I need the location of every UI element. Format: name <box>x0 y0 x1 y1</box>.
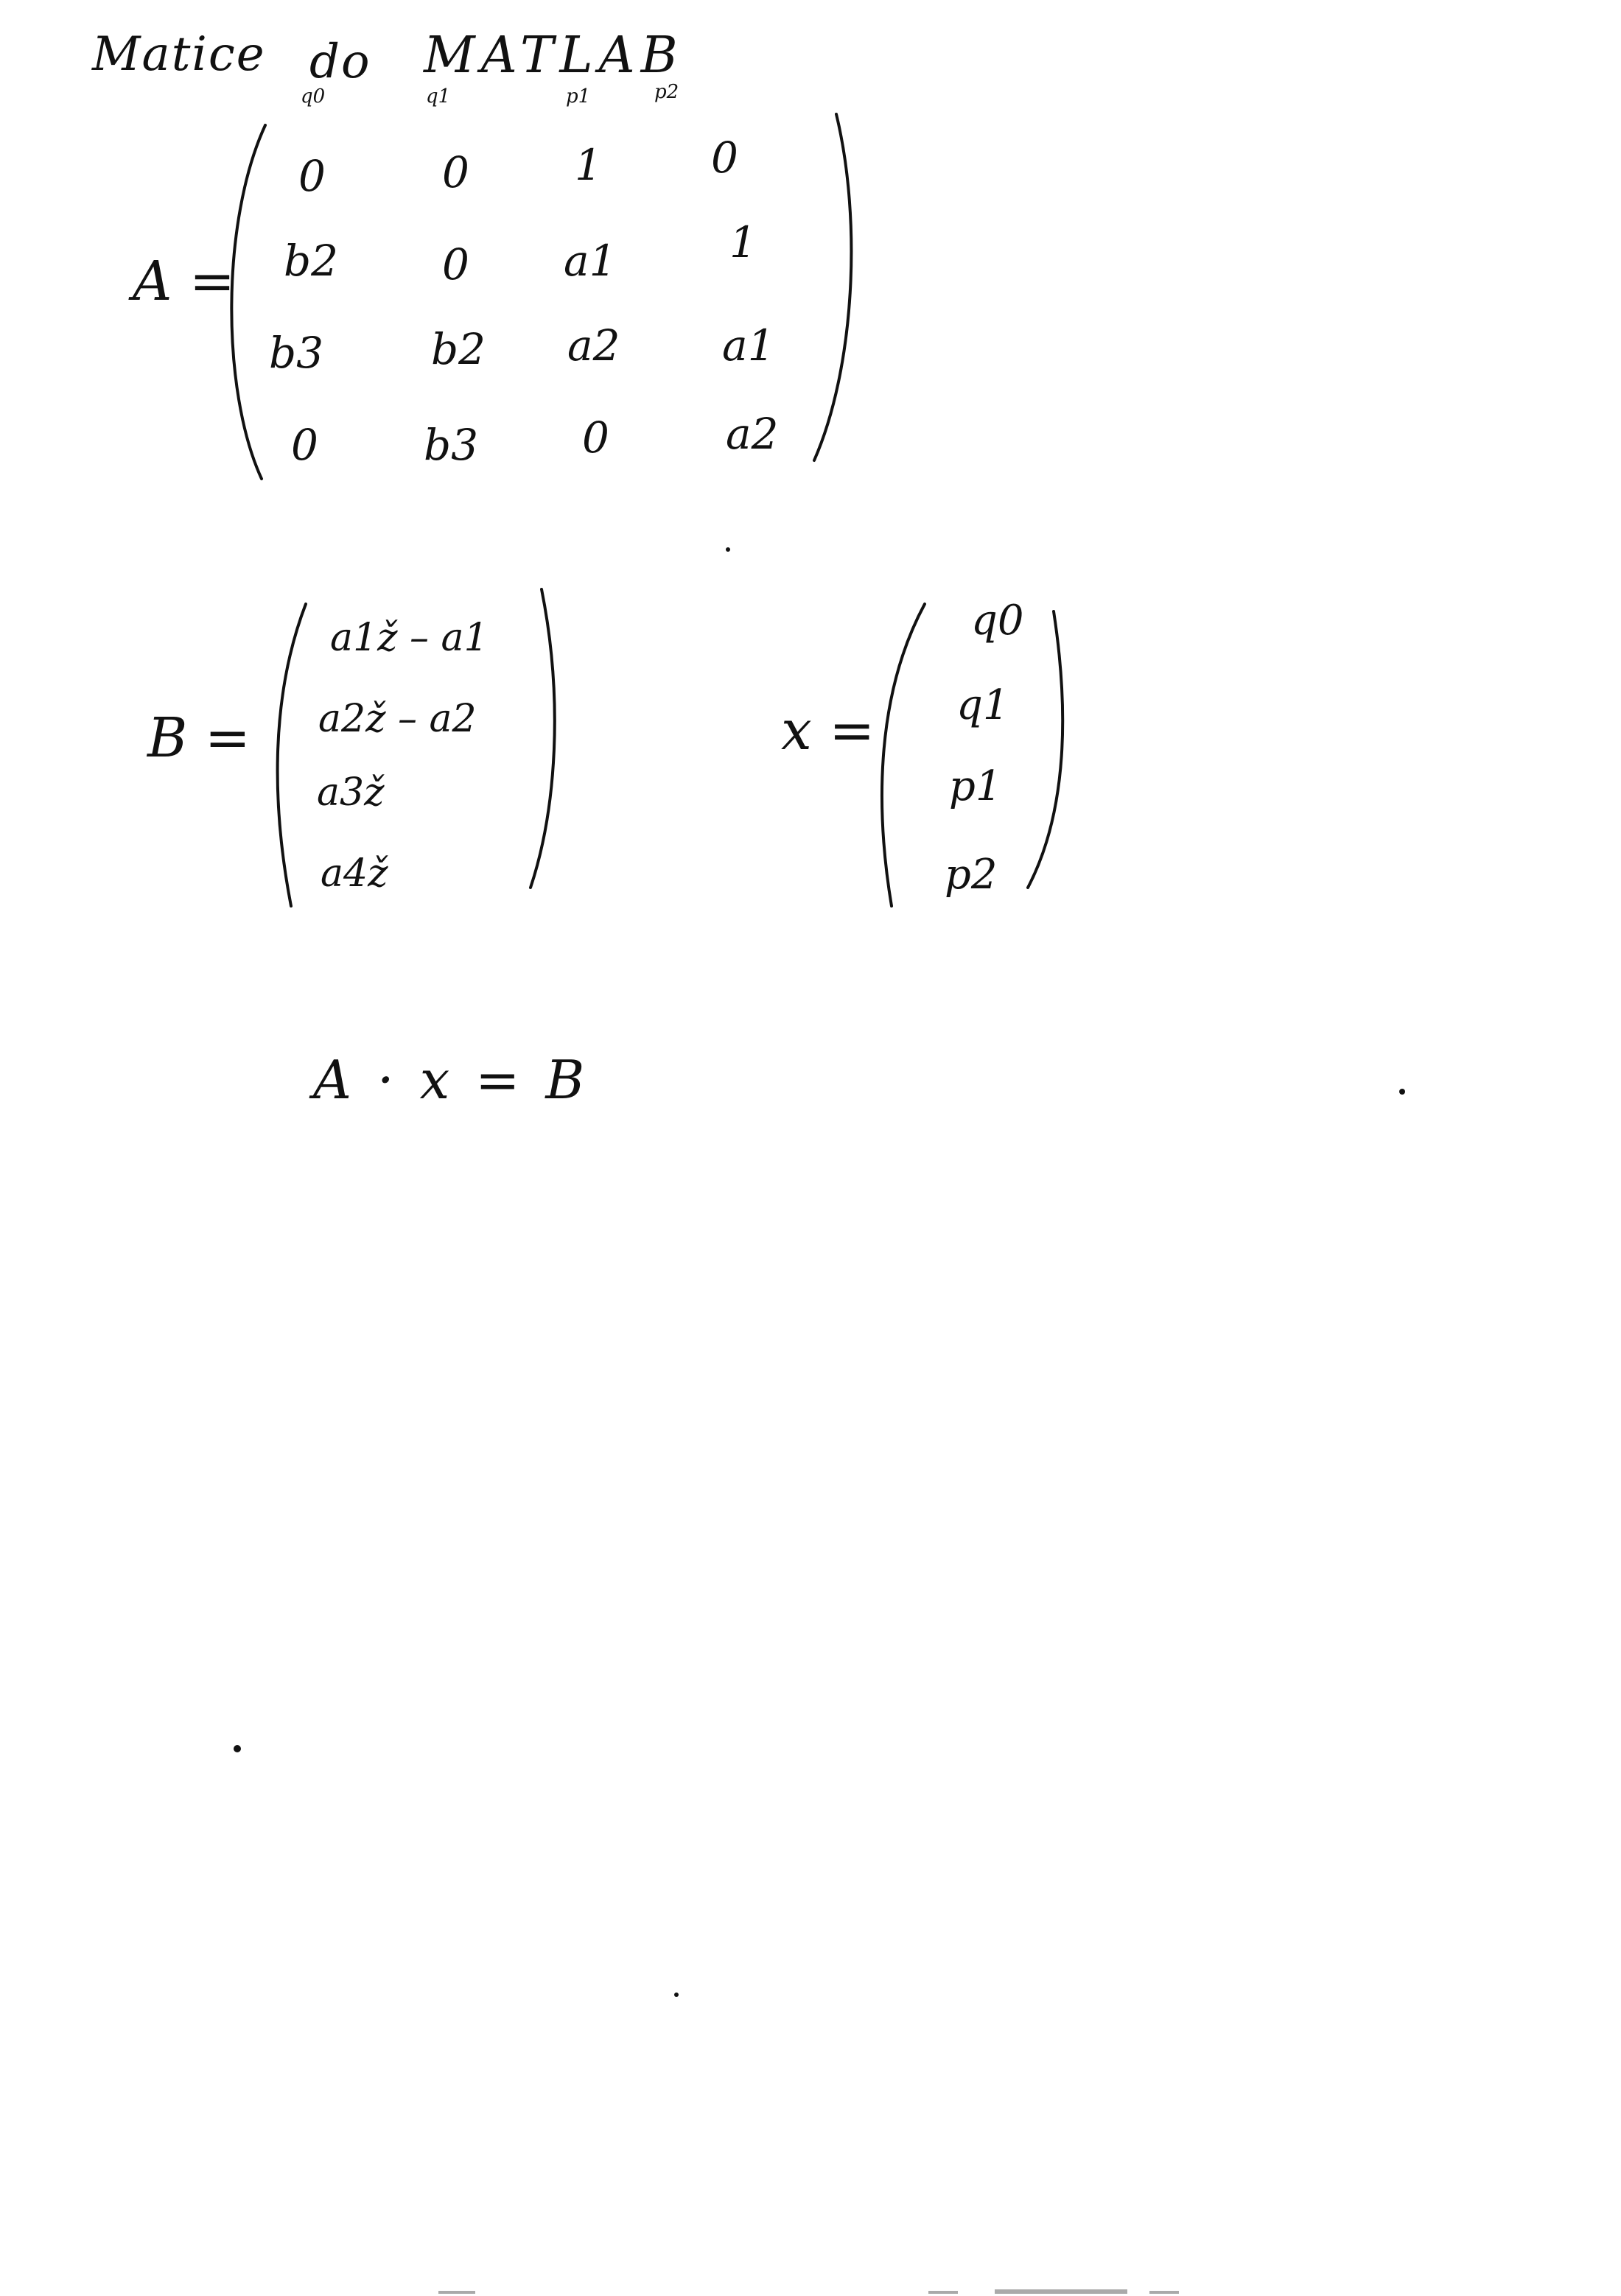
matrix-a-cell: b2 <box>431 324 486 374</box>
stray-dot <box>234 1745 241 1752</box>
matrix-b-row: a2ž – a2 <box>318 697 477 741</box>
vector-x-label: x = <box>781 699 875 762</box>
matrix-a-cell: b3 <box>269 328 324 378</box>
matrix-b-row: a4ž <box>321 852 388 896</box>
scan-artifact <box>928 2291 958 2294</box>
matrix-a-cell: a1 <box>722 320 775 371</box>
matrix-a-cell: b2 <box>284 236 339 286</box>
matrix-a-cell: a2 <box>567 320 620 371</box>
title-word-matice: Matice <box>92 27 266 82</box>
matrix-a-cell: b3 <box>424 420 479 470</box>
scan-artifact <box>995 2289 1127 2294</box>
stray-dot <box>1399 1089 1405 1095</box>
vector-x-right-bracket <box>1028 611 1062 888</box>
stray-dot <box>726 547 730 552</box>
column-header: p1 <box>566 85 591 108</box>
matrix-a-cell: 0 <box>442 147 469 197</box>
vector-x-row: p1 <box>949 762 1002 810</box>
matrix-a-cell: 0 <box>298 151 326 201</box>
matrix-a-cell: 0 <box>291 420 318 470</box>
vector-x-row: p2 <box>945 851 998 899</box>
matrix-a-left-bracket <box>231 125 265 479</box>
column-header: p2 <box>654 81 679 103</box>
matrix-a-cell: 0 <box>582 412 609 463</box>
scan-artifact <box>1149 2291 1179 2294</box>
matrix-a-cell: 1 <box>575 140 602 190</box>
title-word-do: do <box>309 35 371 89</box>
stray-dot <box>674 1993 679 1997</box>
matrix-b-left-bracket <box>278 604 306 906</box>
matrix-a-cell: a2 <box>726 409 779 459</box>
column-header: q0 <box>301 85 326 108</box>
matrix-b-row: a3ž <box>317 770 385 815</box>
matrix-a-right-bracket <box>814 114 851 460</box>
matrix-a-cell: 1 <box>729 217 757 267</box>
scan-artifact <box>438 2291 475 2294</box>
equation: A · x = B <box>313 1049 589 1111</box>
matrix-a-label: A = <box>133 250 235 313</box>
matrix-b-label: B = <box>147 706 251 770</box>
vector-x-row: q1 <box>956 681 1009 729</box>
vector-x-row: q0 <box>971 597 1024 645</box>
matrix-a-cell: 0 <box>442 239 469 289</box>
matrix-a-cell: 0 <box>711 133 738 183</box>
vector-x-left-bracket <box>882 604 925 906</box>
matrix-b-right-bracket <box>531 589 555 888</box>
matrix-b-row: a1ž – a1 <box>330 616 489 660</box>
column-header: q1 <box>426 85 451 108</box>
matrix-a-cell: a1 <box>564 236 617 286</box>
title-word-matlab: MATLAB <box>424 27 684 85</box>
